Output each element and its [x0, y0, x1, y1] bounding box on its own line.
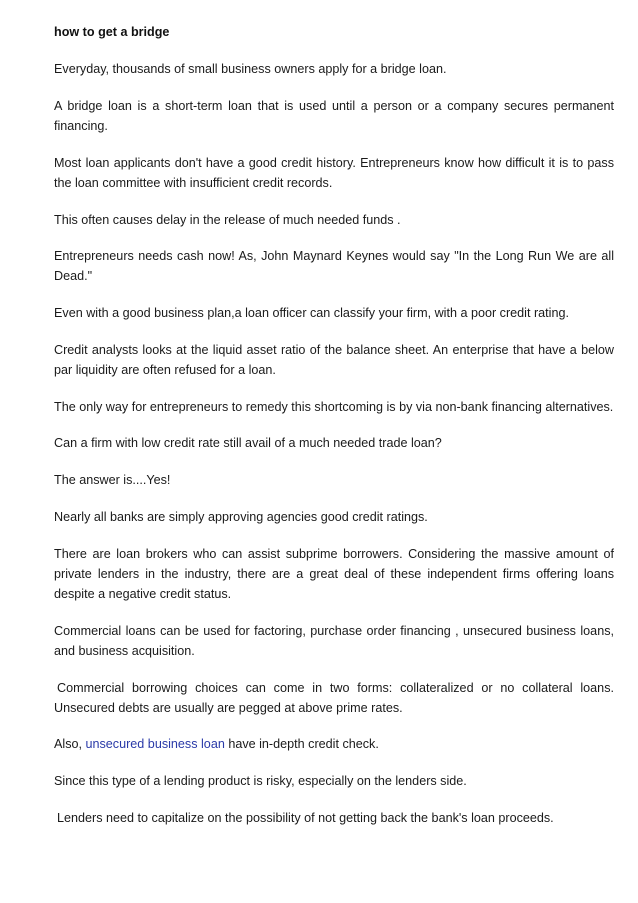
link-paragraph-before: Also,: [54, 737, 86, 752]
paragraph-8: The only way for entrepreneurs to remedy this shortcoming is by via non-bank financing alternatives.: [54, 399, 614, 414]
paragraph-12: There are loan brokers who can assist subprime borrowers. Considering the massive amount of private lenders in the industry, there are a great deal of these independent firms offering loans despite a negative credit status.: [54, 546, 614, 601]
paragraph-1: Everyday, thousands of small business owners apply for a bridge loan.: [54, 62, 447, 76]
document-page: [54, 22, 614, 845]
paragraph-closing-1: Since this type of a lending product is risky, especially on the lenders side.: [54, 774, 467, 789]
paragraph-14: Commercial borrowing choices can come in two forms: collateralized or no collateral loans. Unsecured debts are usually are pegged at above prime rates.: [54, 680, 614, 715]
paragraph-closing-2: Lenders need to capitalize on the possibility of not getting back the bank's loan proceeds.: [57, 810, 554, 825]
paragraph-5: Entrepreneurs needs cash now! As, John Maynard Keynes would say "In the Long Run We are all Dead.": [54, 249, 614, 284]
paragraph-2: A bridge loan is a short-term loan that is used until a person or a company secures permanent financing.: [54, 98, 614, 133]
link-paragraph-after: have in-depth credit check.: [224, 737, 379, 752]
paragraph-13: Commercial loans can be used for factoring, purchase order financing , unsecured business loans, and business acquisition.: [54, 623, 614, 658]
paragraph-3: Most loan applicants don't have a good credit history. Entrepreneurs know how difficult it is to pass the loan committee with insufficient credit records.: [54, 155, 614, 190]
paragraph-with-link: [54, 734, 614, 754]
paragraph-6: Even with a good business plan,a loan officer can classify your firm, with a poor credit rating.: [54, 306, 569, 321]
unsecured-business-loan-link[interactable]: unsecured business loan: [85, 737, 225, 752]
paragraph-7: Credit analysts looks at the liquid asset ratio of the balance sheet. An enterprise that have a below par liquidity are often refused for a loan.: [54, 342, 614, 378]
paragraph-10: The answer is....Yes!: [54, 473, 171, 488]
paragraph-9: Can a firm with low credit rate still avail of a much needed trade loan?: [54, 436, 442, 451]
document-title: how to get a bridge: [54, 25, 170, 39]
paragraph-4: This often causes delay in the release of much needed funds .: [54, 212, 401, 227]
paragraph-11: Nearly all banks are simply approving agencies good credit ratings.: [54, 509, 428, 524]
